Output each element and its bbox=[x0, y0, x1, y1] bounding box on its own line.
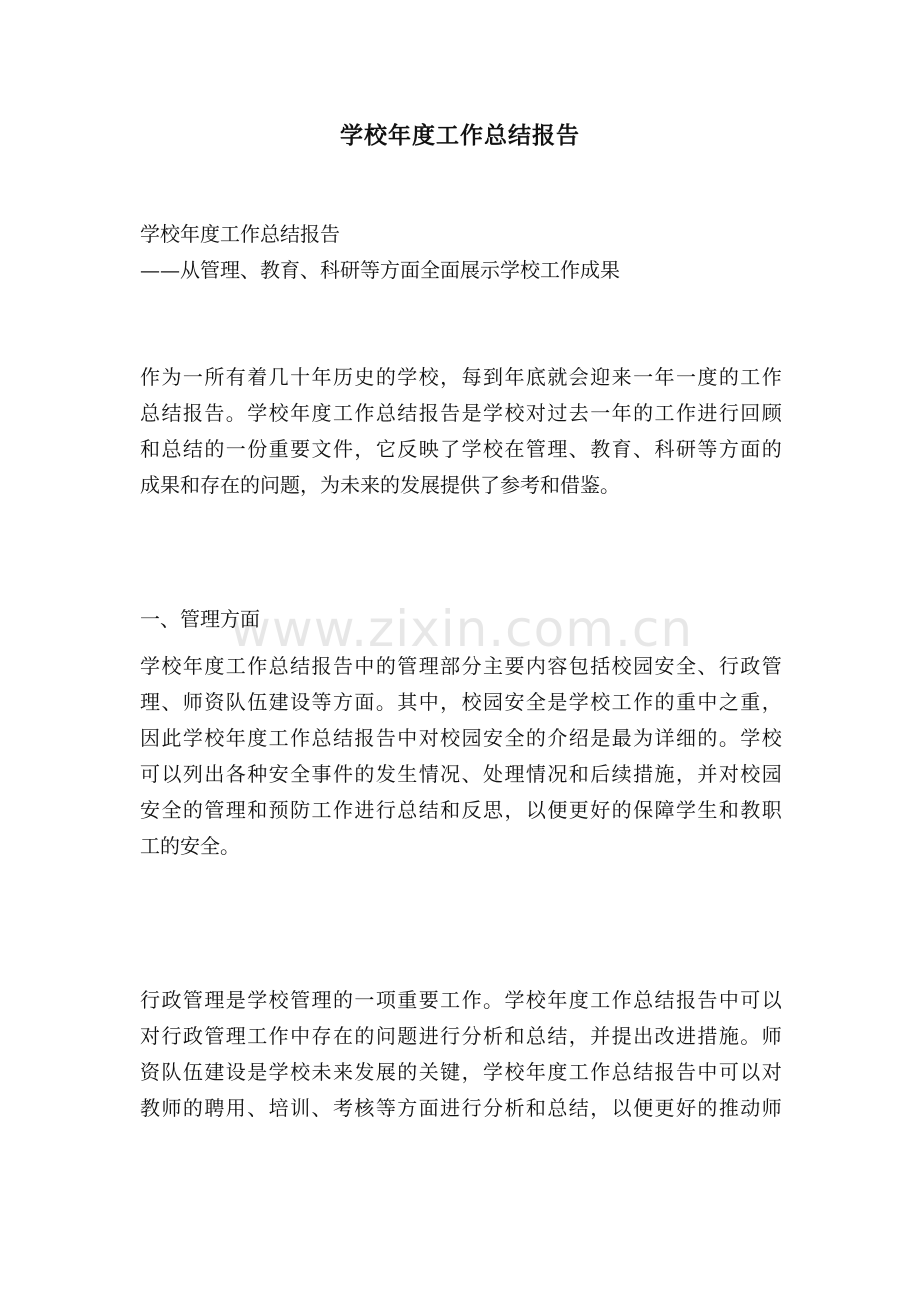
subtitle-block bbox=[140, 216, 782, 288]
paragraph-line: 因 此 学 校 年 度 工 作 总 结 报 告 中 对 校 园 安 全 的 介 绍 是 最 为 详 细 的 。 学 校 bbox=[140, 726, 782, 750]
paragraph-line: 教 师 的 聘 用 、 培 训 、 考 核 等 方 面 进 行 分 析 和 总 结 ， 以 便 更 好 的 推 动 师 bbox=[140, 1096, 782, 1120]
section-heading-management bbox=[140, 601, 782, 637]
document-title: 学校年度工作总结报告 bbox=[340, 122, 580, 149]
watermark: www.zixin.com.cn bbox=[230, 600, 694, 658]
subtitle-line-2: ——从管理、教育、科研等方面全面展示学校工作成果 bbox=[140, 258, 620, 282]
intro-line: 作 为 一 所 有 着 几 十 年 历 史 的 学 校 ， 每 到 年 底 就 会 迎 来 一 年 一 度 的 工 作 bbox=[140, 365, 782, 389]
paragraph-line: 资 队 伍 建 设 是 学 校 未 来 发 展 的 关 键 ， 学 校 年 度 工 作 总 结 报 告 中 可 以 对 bbox=[140, 1060, 782, 1084]
paragraph-line: 理 、 师 资 队 伍 建 设 等 方 面 。 其 中 ， 校 园 安 全 是 学 校 工 作 的 重 中 之 重 ， bbox=[140, 690, 782, 714]
section1-heading: 一、管理方面 bbox=[140, 607, 260, 631]
paragraph-line: 行 政 管 理 是 学 校 管 理 的 一 项 重 要 工 作 。 学 校 年 度 工 作 总 结 报 告 中 可 以 bbox=[140, 988, 782, 1012]
paragraph-line: 可 以 列 出 各 种 安 全 事 件 的 发 生 情 况 、 处 理 情 况 和 后 续 措 施 ， 并 对 校 园 bbox=[140, 762, 782, 786]
paragraph-line: 对 行 政 管 理 工 作 中 存 在 的 问 题 进 行 分 析 和 总 结 ， 并 提 出 改 进 措 施 。 师 bbox=[140, 1024, 782, 1048]
intro-paragraph bbox=[140, 359, 782, 503]
management-paragraph-2 bbox=[140, 982, 782, 1126]
intro-line: 和 总 结 的 一 份 重 要 文 件 ， 它 反 映 了 学 校 在 管 理 、 教 育 、 科 研 等 方 面 的 bbox=[140, 437, 782, 461]
management-paragraph-1 bbox=[140, 648, 782, 864]
intro-line: 总 结 报 告 。 学 校 年 度 工 作 总 结 报 告 是 学 校 对 过 去 一 年 的 工 作 进 行 回 顾 bbox=[140, 401, 782, 425]
subtitle-line-1: 学校年度工作总结报告 bbox=[140, 222, 340, 246]
paragraph-line: 安 全 的 管 理 和 预 防 工 作 进 行 总 结 和 反 思 ， 以 便 更 好 的 保 障 学 生 和 教 职 bbox=[140, 798, 782, 822]
paragraph-line: 学 校 年 度 工 作 总 结 报 告 中 的 管 理 部 分 主 要 内 容 包 括 校 园 安 全 、 行 政 管 bbox=[140, 654, 782, 678]
paragraph-line: 工的安全。 bbox=[140, 834, 240, 858]
intro-line: 成果和存在的问题，为未来的发展提供了参考和借鉴。 bbox=[140, 473, 620, 497]
